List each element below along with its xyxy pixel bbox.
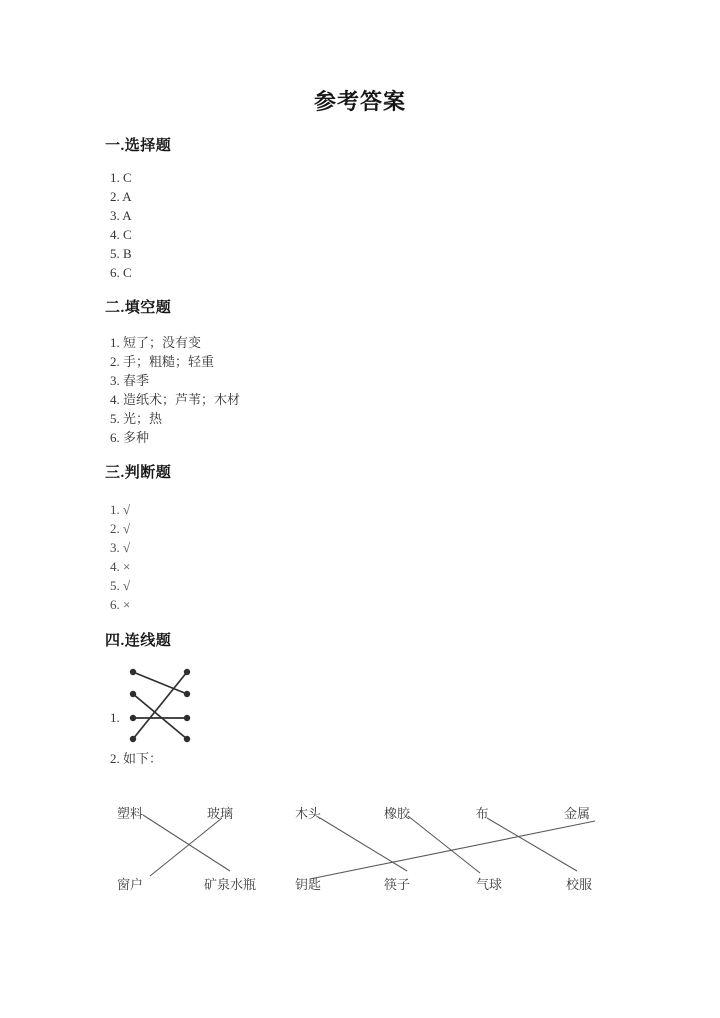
match-materials-lines — [0, 795, 720, 895]
section-heading-judge: 三.判断题 — [105, 465, 172, 481]
match-item2-label: 2. 如下： — [110, 751, 163, 766]
label-key: 钥匙 — [294, 877, 322, 892]
fill-answer-1: 1. 短了；没有变 — [110, 335, 202, 350]
choice-answer-list — [110, 168, 132, 282]
match-dot-right-4 — [184, 736, 190, 742]
section-heading-choice: 一.选择题 — [105, 138, 172, 154]
choice-answer-6: 6. C — [110, 265, 132, 280]
judge-answer-6: 6. × — [110, 597, 131, 612]
line-wood-chopsticks — [320, 818, 407, 871]
label-cloth: 布 — [475, 806, 489, 821]
judge-answer-2: 2. √ — [110, 521, 131, 536]
match-dot-right-3 — [184, 715, 190, 721]
line-rubber-balloon — [408, 816, 480, 873]
judge-answer-list — [110, 500, 130, 614]
choice-answer-3: 3. A — [110, 208, 132, 223]
match-dot-right-2 — [184, 691, 190, 697]
label-metal: 金属 — [563, 806, 591, 821]
fill-answer-3: 3. 春季 — [110, 373, 150, 388]
label-wood: 木头 — [294, 806, 322, 821]
label-plastic: 塑料 — [116, 806, 144, 821]
choice-answer-1: 1. C — [110, 170, 132, 185]
choice-answer-4: 4. C — [110, 227, 132, 242]
label-window: 窗户 — [116, 877, 144, 892]
choice-answer-5: 5. B — [110, 246, 132, 261]
line-cloth-uniform — [487, 818, 577, 871]
label-rubber: 橡胶 — [383, 806, 411, 821]
judge-answer-1: 1. √ — [110, 502, 131, 517]
section-heading-match: 四.连线题 — [105, 633, 172, 649]
judge-answer-3: 3. √ — [110, 540, 131, 555]
label-chopsticks: 筷子 — [383, 877, 411, 892]
page-title: 参考答案 — [313, 89, 406, 114]
fill-answer-2: 2. 手；粗糙；轻重 — [110, 354, 215, 369]
fill-answer-5: 5. 光；热 — [110, 411, 163, 426]
label-bottle: 矿泉水瓶 — [203, 877, 257, 892]
match-dot-left-2 — [130, 691, 136, 697]
label-balloon: 气球 — [475, 877, 503, 892]
choice-answer-2: 2. A — [110, 189, 132, 204]
match-dot-left-1 — [130, 669, 136, 675]
match-dot-left-4 — [130, 736, 136, 742]
fill-answer-list — [110, 333, 240, 447]
judge-answer-4: 4. × — [110, 559, 131, 574]
match-item1-label: 1. — [110, 710, 120, 725]
section-heading-fill: 二.填空题 — [105, 300, 172, 316]
judge-answer-5: 5. √ — [110, 578, 131, 593]
line-metal-key — [310, 821, 595, 879]
fill-answer-4: 4. 造纸术；芦苇；木材 — [110, 392, 241, 407]
fill-answer-6: 6. 多种 — [110, 430, 150, 445]
line-plastic-bottle — [143, 815, 230, 871]
match-line-l4-r1 — [133, 672, 187, 739]
match-dot-left-3 — [130, 715, 136, 721]
match-materials-diagram — [0, 795, 720, 895]
match-line-l2-r4 — [133, 694, 187, 739]
label-glass: 玻璃 — [206, 806, 234, 821]
match-dot-right-1 — [184, 669, 190, 675]
label-uniform: 校服 — [565, 877, 593, 892]
match-dots-diagram — [105, 660, 215, 755]
